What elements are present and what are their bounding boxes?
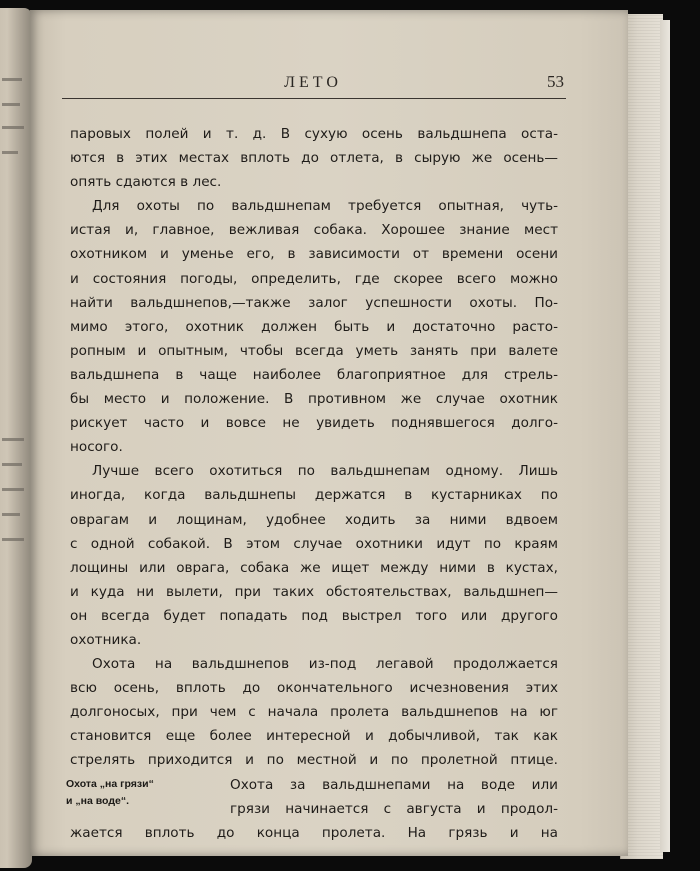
side-heading-line: Охота „на грязи“ (66, 777, 154, 790)
text-line: охотника. (70, 631, 142, 648)
text-line: паровых полей и т. д. В сухую осень вальдшнепа оста- (70, 126, 558, 142)
paragraph (70, 459, 558, 652)
text-line: охотником и уменье его, в зависимости от времени осени (70, 246, 558, 263)
text-line: с одной собакой. В этом случае охотники идут по краям (70, 535, 558, 552)
text-line: Для охоты по вальдшнепам требуется опытная, чуть- (92, 198, 558, 215)
text-line: вальдшнепа в чаще наиболее благоприятное для стрель- (70, 366, 558, 383)
paragraph (70, 652, 558, 772)
text-line: долгоносых, при чем с начала пролета вальдшнепов на юг (70, 704, 558, 721)
cover-edge (660, 20, 670, 852)
text-line: истая и, главное, вежливая собака. Хорошее знание мест (70, 222, 558, 239)
text-line: найти вальдшнепов,—также залог успешности охоты. По- (70, 294, 558, 311)
book-page (30, 10, 628, 856)
text-line: жается вплоть до конца пролета. На грязь и на (70, 824, 558, 841)
text-line: Охота за вальдшнепами на воде или (230, 776, 558, 793)
text-line: всю осень, вплоть до окончательного исчезновения этих (70, 680, 558, 697)
text-line: и куда ни вылети, при таких обстоятельствах, вальдшнеп— (70, 583, 558, 600)
text-line: грязи начинается с августа и продол- (230, 800, 558, 817)
text-line: и состояния погоды, определить, где скорее всего можно (70, 270, 558, 287)
text-line: ются в этих местах вплоть до отлета, в сырую же осень— (70, 150, 558, 167)
text-line: лощины или оврага, собака же ищет между ними в кустах, (70, 559, 558, 576)
running-title: ЛЕТО (284, 74, 342, 91)
section-with-sidenote (66, 773, 558, 845)
text-line: стрелять приходится и по местной и по пролетной птице. (70, 752, 558, 769)
page-number: 53 (547, 72, 564, 91)
text-line: опять сдаются в лес. (70, 174, 222, 191)
text-line: бы место и положение. В противном же случае охотник (70, 391, 558, 408)
text-line: Охота на вальдшнепов из-под легавой продолжается (92, 656, 558, 673)
text-line: носого. (70, 439, 123, 456)
header-rule (62, 98, 566, 99)
text-line: ропным и опытным, чтобы всегда уметь занять при валете (70, 342, 558, 359)
facing-page-edge (0, 8, 32, 868)
paragraph (70, 122, 558, 194)
text-line: иногда, когда вальдшнепы держатся в кустарниках по (70, 487, 558, 504)
body-text (66, 122, 558, 845)
paragraph (70, 194, 558, 459)
text-line: Лучше всего охотиться по вальдшнепам одному. Лишь (92, 463, 558, 480)
text-line: оврагам и лощинам, удобнее ходить за ними вдвоем (70, 511, 558, 528)
text-line: становится еще более интересной и добычливой, так как (70, 728, 558, 745)
side-heading (66, 776, 154, 810)
text-line: рискует часто и вовсе не увидеть поднявшегося долго- (70, 415, 558, 432)
side-heading-line: и „на воде“. (66, 794, 129, 807)
running-header (68, 68, 564, 100)
text-line: мимо этого, охотник должен быть и достаточно расто- (70, 318, 558, 335)
text-line: он всегда будет попадать под выстрел того или другого (70, 607, 558, 624)
